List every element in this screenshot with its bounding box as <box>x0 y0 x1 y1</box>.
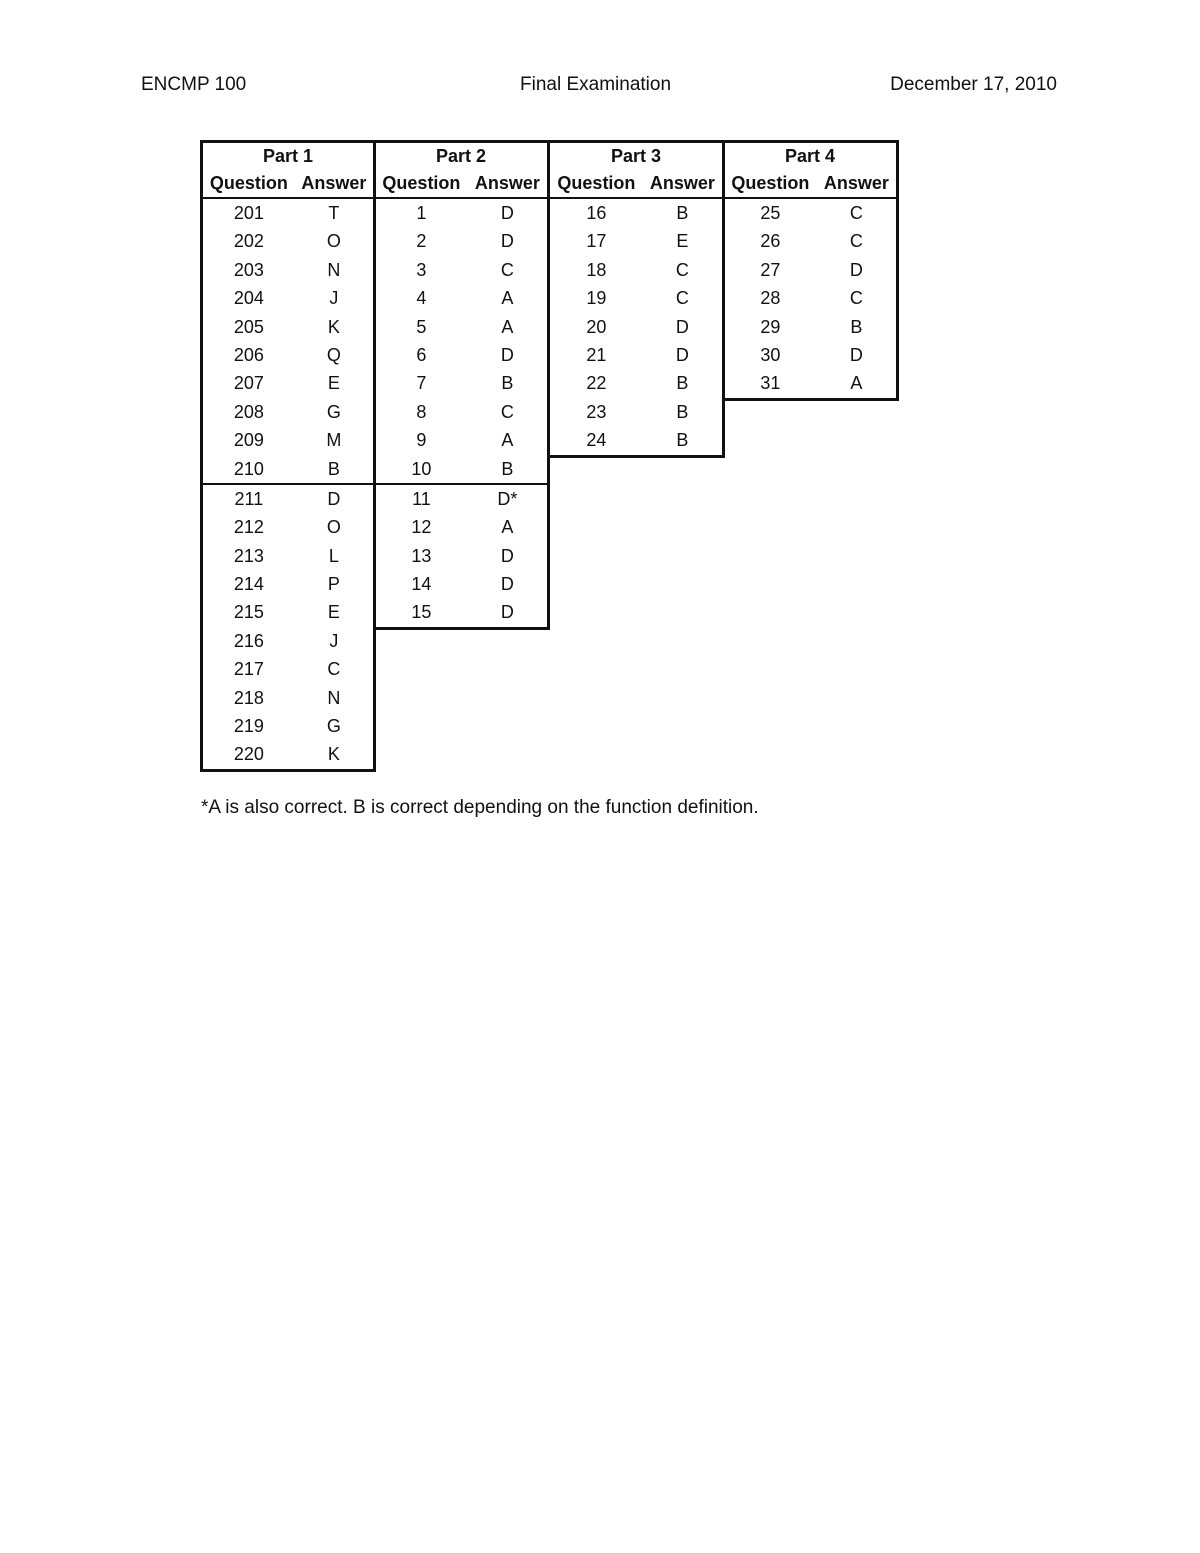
question-number: 10 <box>411 458 432 479</box>
table-row <box>203 313 373 341</box>
part-1-block <box>200 140 376 772</box>
answer-letter: B <box>676 373 689 394</box>
answer-column-label: Answer <box>301 173 367 193</box>
question-number: 9 <box>416 430 427 451</box>
question-number: 13 <box>411 545 432 566</box>
table-row <box>375 369 547 397</box>
table-row <box>724 227 896 255</box>
answer-letter: B <box>676 203 689 223</box>
part-3-block <box>550 140 725 458</box>
question-number: 29 <box>760 316 781 337</box>
table-row <box>550 199 722 227</box>
answer-letter: D <box>675 344 689 365</box>
answer-letter: P <box>327 574 340 595</box>
table-row <box>375 256 547 284</box>
table-row <box>203 598 373 626</box>
question-number: 206 <box>233 344 264 365</box>
answer-letter: D <box>849 259 863 280</box>
question-number: 17 <box>586 231 607 252</box>
table-row <box>203 284 373 312</box>
table-row <box>550 398 722 426</box>
exam-title: Final Examination <box>520 74 672 95</box>
table-row <box>724 199 896 227</box>
question-number: 213 <box>233 545 264 566</box>
table-row <box>550 284 722 312</box>
table-row <box>724 284 896 312</box>
question-number: 26 <box>760 231 781 252</box>
part-header <box>375 143 547 199</box>
part-header <box>550 143 722 199</box>
column-labels <box>375 170 547 197</box>
answer-letter: D <box>500 545 514 566</box>
table-row <box>550 369 722 397</box>
answer-letter: A <box>501 316 514 337</box>
answer-column-label: Answer <box>823 173 889 193</box>
table-row <box>375 426 547 454</box>
answer-letter: T <box>328 203 340 223</box>
table-row <box>375 483 547 513</box>
table-row <box>203 227 373 255</box>
question-column-label: Question <box>731 173 810 193</box>
question-number: 219 <box>233 716 264 737</box>
page-header <box>0 74 1200 104</box>
table-row <box>375 513 547 541</box>
question-number: 209 <box>233 430 264 451</box>
answer-letter: B <box>850 316 863 337</box>
table-row <box>203 256 373 284</box>
answer-column-label: Answer <box>474 173 540 193</box>
question-number: 20 <box>586 316 607 337</box>
table-row <box>203 455 373 483</box>
answer-letter: O <box>326 231 341 252</box>
question-number: 18 <box>586 259 607 280</box>
table-row <box>203 199 373 227</box>
answer-letter: C <box>675 259 689 280</box>
answer-letter: B <box>676 430 689 451</box>
question-number: 27 <box>760 259 781 280</box>
question-number: 15 <box>411 602 432 623</box>
table-row <box>203 513 373 541</box>
answer-letter: N <box>327 259 341 280</box>
table-row <box>203 341 373 369</box>
question-number: 202 <box>233 231 264 252</box>
table-row <box>550 341 722 369</box>
part-title: Part 1 <box>262 146 314 166</box>
question-number: 212 <box>233 517 264 538</box>
answer-letter: D <box>500 203 514 223</box>
answer-letter: E <box>327 373 340 394</box>
question-number: 7 <box>416 373 427 394</box>
question-number: 28 <box>760 288 781 309</box>
question-column-label: Question <box>557 173 636 193</box>
table-row <box>203 483 373 513</box>
part-header <box>724 143 896 199</box>
part-title: Part 3 <box>610 146 662 166</box>
answer-letter: E <box>327 602 340 623</box>
question-number: 2 <box>416 231 427 252</box>
answer-letter: C <box>849 203 863 223</box>
question-number: 210 <box>233 458 264 479</box>
column-labels <box>724 170 896 197</box>
answer-letter: Q <box>326 344 341 365</box>
table-row <box>550 256 722 284</box>
answer-letter: A <box>501 288 514 309</box>
question-number: 208 <box>233 401 264 422</box>
table-row <box>724 369 896 397</box>
course-code: ENCMP 100 <box>141 74 247 95</box>
column-labels <box>550 170 722 197</box>
table-row <box>375 455 547 483</box>
answer-letter: C <box>849 288 863 309</box>
question-number: 220 <box>233 744 264 765</box>
answer-letter: G <box>326 716 341 737</box>
part-title: Part 4 <box>784 146 836 166</box>
footnote: *A is also correct. B is correct depending on the function definition. <box>201 797 759 818</box>
answer-letter: A <box>850 373 863 394</box>
question-number: 201 <box>233 203 264 223</box>
answer-letter: N <box>327 687 341 708</box>
answer-letter: D <box>675 316 689 337</box>
answer-letter: D <box>327 488 341 509</box>
table-row <box>724 313 896 341</box>
question-number: 6 <box>416 344 427 365</box>
answer-letter: C <box>327 659 341 680</box>
table-row <box>203 570 373 598</box>
answer-letter: D* <box>497 488 518 509</box>
answer-letter: B <box>501 458 514 479</box>
question-number: 205 <box>233 316 264 337</box>
answer-letter: K <box>327 316 340 337</box>
question-number: 21 <box>586 344 607 365</box>
question-number: 16 <box>586 203 607 223</box>
table-row <box>375 341 547 369</box>
table-row <box>724 341 896 369</box>
question-number: 25 <box>760 203 781 223</box>
part-2-block <box>375 140 550 630</box>
table-row <box>724 256 896 284</box>
question-column-label: Question <box>209 173 288 193</box>
question-number: 217 <box>233 659 264 680</box>
question-column-label: Question <box>382 173 461 193</box>
answer-letter: G <box>326 401 341 422</box>
question-number: 11 <box>412 488 431 509</box>
table-row <box>375 313 547 341</box>
question-number: 3 <box>416 259 427 280</box>
table-row <box>550 426 722 454</box>
answer-letter: A <box>501 517 514 538</box>
table-row <box>375 227 547 255</box>
question-number: 23 <box>586 401 607 422</box>
table-row <box>203 542 373 570</box>
part-header <box>203 143 373 199</box>
answer-letter: D <box>500 231 514 252</box>
column-labels <box>203 170 373 197</box>
table-row <box>375 598 547 626</box>
table-row <box>550 313 722 341</box>
table-row <box>203 627 373 655</box>
answer-letter: D <box>500 574 514 595</box>
table-row <box>203 684 373 712</box>
table-row <box>203 369 373 397</box>
question-number: 207 <box>233 373 264 394</box>
answer-letter: L <box>328 545 339 566</box>
question-number: 204 <box>233 288 264 309</box>
question-number: 211 <box>234 488 264 509</box>
answer-letter: D <box>849 344 863 365</box>
answer-letter: K <box>327 744 340 765</box>
answer-letter: J <box>329 288 339 309</box>
answer-letter: B <box>327 458 340 479</box>
question-number: 22 <box>586 373 607 394</box>
answer-letter: B <box>501 373 514 394</box>
table-row <box>375 199 547 227</box>
question-number: 215 <box>233 602 264 623</box>
answer-letter: C <box>849 231 863 252</box>
question-number: 1 <box>416 203 427 223</box>
question-number: 24 <box>586 430 607 451</box>
part-title: Part 2 <box>435 146 487 166</box>
table-row <box>375 284 547 312</box>
answer-column-label: Answer <box>649 173 715 193</box>
answer-letter: D <box>500 344 514 365</box>
table-row <box>203 740 373 768</box>
table-row <box>203 712 373 740</box>
answer-letter: E <box>676 231 689 252</box>
question-number: 30 <box>760 344 781 365</box>
question-number: 214 <box>233 574 264 595</box>
question-number: 8 <box>416 401 427 422</box>
part-4-block <box>724 140 899 401</box>
question-number: 12 <box>411 517 432 538</box>
answer-letter: M <box>326 430 342 451</box>
table-row <box>203 426 373 454</box>
answer-letter: A <box>501 430 514 451</box>
question-number: 4 <box>416 288 427 309</box>
question-number: 5 <box>416 316 427 337</box>
question-number: 19 <box>586 288 607 309</box>
question-number: 216 <box>233 630 264 651</box>
table-row <box>375 570 547 598</box>
table-row <box>550 227 722 255</box>
answer-letter: J <box>329 630 339 651</box>
table-row <box>203 398 373 426</box>
answer-letter: D <box>500 602 514 623</box>
table-row <box>375 398 547 426</box>
answer-letter: B <box>676 401 689 422</box>
answer-letter: C <box>500 259 514 280</box>
answer-letter: O <box>326 517 341 538</box>
answer-letter: C <box>500 401 514 422</box>
question-number: 218 <box>233 687 264 708</box>
exam-date: December 17, 2010 <box>890 74 1057 95</box>
answer-letter: C <box>675 288 689 309</box>
table-row <box>375 542 547 570</box>
table-row <box>203 655 373 683</box>
question-number: 203 <box>233 259 264 280</box>
question-number: 31 <box>760 373 781 394</box>
question-number: 14 <box>411 574 432 595</box>
